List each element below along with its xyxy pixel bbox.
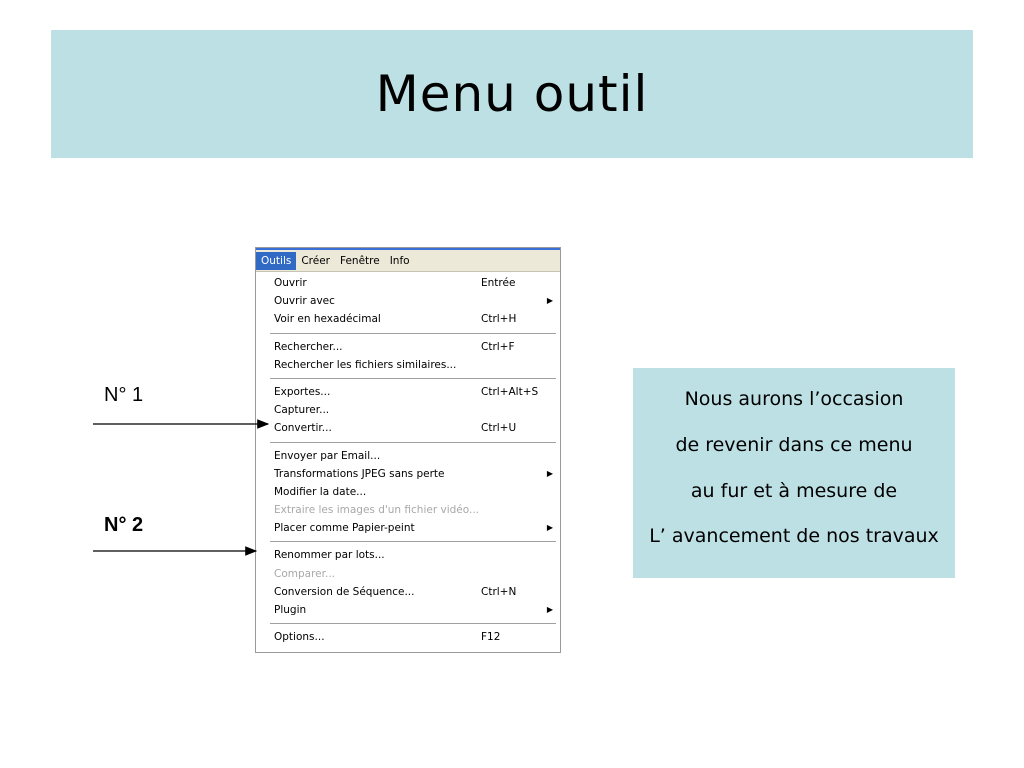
label-n1: N° 1 bbox=[104, 384, 144, 406]
menu-item-label: Conversion de Séquence... bbox=[274, 585, 415, 598]
slide-title: Menu outil bbox=[375, 65, 649, 123]
menubar-item-outils[interactable]: Outils bbox=[256, 252, 296, 270]
menu-item-label: Modifier la date... bbox=[274, 485, 367, 498]
submenu-arrow-icon: ▶ bbox=[546, 468, 553, 478]
menu-item-shortcut: F12 bbox=[481, 631, 501, 644]
menu-item-label: Voir en hexadécimal bbox=[274, 313, 381, 326]
menu-item-label: Options... bbox=[274, 631, 325, 644]
menu-item-label: Transformations JPEG sans perte bbox=[274, 467, 445, 480]
menu-item-label: Comparer... bbox=[274, 567, 335, 580]
menu-item-label: Rechercher... bbox=[274, 340, 343, 353]
submenu-arrow-icon: ▶ bbox=[546, 523, 553, 533]
submenu-arrow-icon: ▶ bbox=[546, 605, 553, 614]
menu-item-label: Rechercher les fichiers similaires... bbox=[274, 358, 457, 371]
note-line: de revenir dans ce menu bbox=[675, 434, 913, 456]
menu-item-label: Convertir... bbox=[274, 422, 332, 435]
menu-item-label: Ouvrir bbox=[274, 277, 307, 289]
note-line: au fur et à mesure de bbox=[690, 480, 898, 502]
menu-item-label: Renommer par lots... bbox=[274, 549, 385, 562]
menu-item-label: Exportes... bbox=[274, 385, 331, 398]
note-box bbox=[633, 368, 955, 578]
menu-item-label: Extraire les images d'un fichier vidéo... bbox=[274, 504, 479, 517]
menu-item-shortcut: Ctrl+N bbox=[481, 585, 517, 598]
menu-item-shortcut: Ctrl+U bbox=[481, 422, 517, 435]
menu-item-shortcut: Entrée bbox=[481, 277, 516, 289]
menubar-item-info[interactable]: Info bbox=[389, 254, 410, 267]
menubar-item-creer[interactable]: Créer bbox=[301, 254, 330, 267]
note-line: L’ avancement de nos travaux bbox=[649, 525, 939, 547]
menu-item-label: Placer comme Papier-peint bbox=[274, 522, 415, 535]
submenu-arrow-icon: ▶ bbox=[546, 296, 553, 306]
menu-item-label: Capturer... bbox=[274, 404, 330, 417]
menu-item-shortcut: Ctrl+Alt+S bbox=[481, 385, 539, 398]
menu-item-shortcut: Ctrl+F bbox=[481, 340, 515, 353]
menu-item-shortcut: Ctrl+H bbox=[481, 313, 517, 326]
menubar-item-fenetre[interactable]: Fenêtre bbox=[340, 254, 380, 267]
note-line: Nous aurons l’occasion bbox=[684, 388, 904, 410]
menu-item-label: Ouvrir avec bbox=[274, 295, 335, 308]
menu-item-label: Envoyer par Email... bbox=[274, 449, 381, 462]
menu-item-label: Plugin bbox=[274, 604, 307, 616]
label-n2: N° 2 bbox=[104, 514, 144, 536]
